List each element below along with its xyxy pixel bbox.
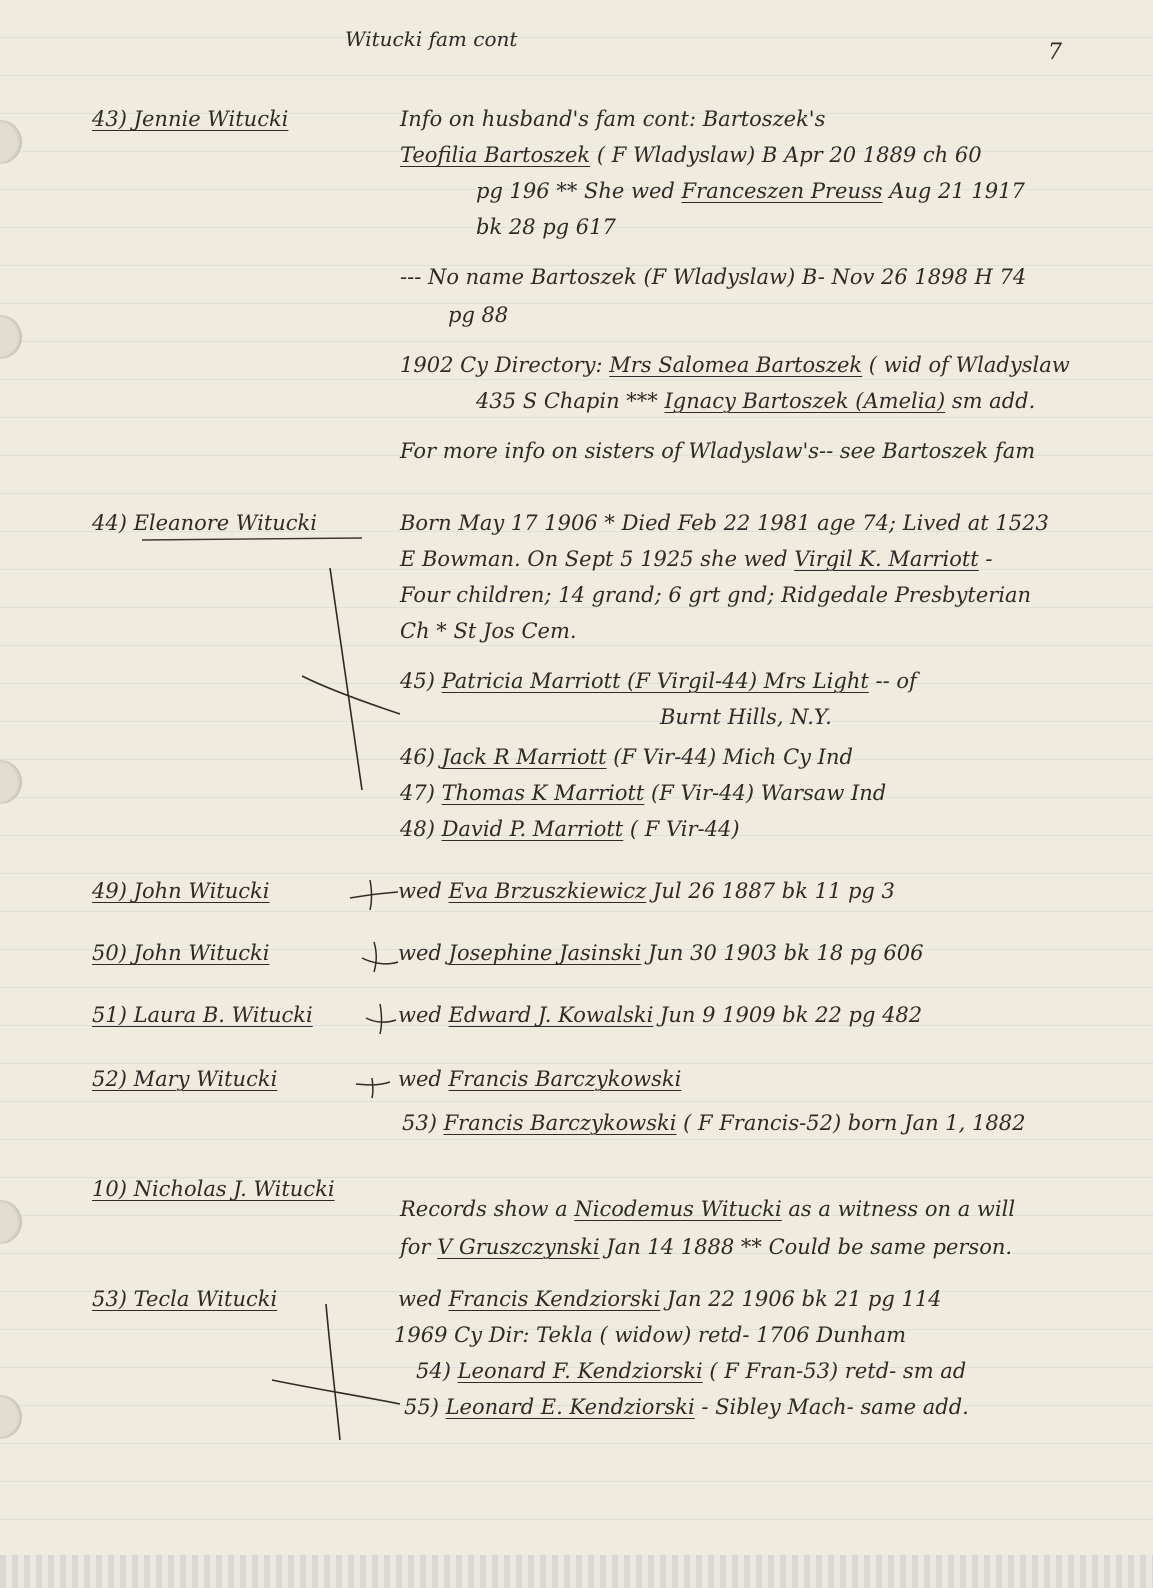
child-details: ( F Francis-52) born Jan 1, 1882 xyxy=(676,1111,1026,1135)
note-text: wed xyxy=(398,1067,449,1091)
note-line: Info on husband's fam cont: Bartoszek's xyxy=(400,107,826,131)
page-number: 7 xyxy=(1048,40,1062,65)
child-name: Leonard E. Kendziorski xyxy=(445,1395,695,1419)
note-text: wed xyxy=(398,941,449,965)
underlined-name: Franceszen Preuss xyxy=(681,179,883,203)
note-line xyxy=(400,1234,1012,1260)
child-number: 48) xyxy=(400,817,442,841)
note-text: pg 196 ** She wed xyxy=(476,179,682,203)
note-text: wed xyxy=(398,1003,449,1027)
child-details: (F Vir-44) Warsaw Ind xyxy=(644,781,887,805)
cross-mark xyxy=(326,1304,340,1440)
note-text: Jun 30 1903 bk 18 pg 606 xyxy=(641,941,924,965)
child-line xyxy=(416,1358,966,1384)
note-line: --- No name Bartoszek (F Wladyslaw) B- Nov 26 1898 H 74 xyxy=(400,265,1027,289)
underlined-name: V Gruszczynski xyxy=(437,1235,600,1259)
person-name: 52) Mary Witucki xyxy=(92,1067,278,1091)
marriage-line xyxy=(398,878,895,904)
child-number: 46) xyxy=(400,745,442,769)
person-name: 53) Tecla Witucki xyxy=(92,1287,278,1311)
note-line xyxy=(400,142,982,168)
note-text: for xyxy=(400,1235,438,1259)
child-number: 53) xyxy=(402,1111,444,1135)
note-text: E Bowman. On Sept 5 1925 she wed xyxy=(400,547,795,571)
note-text: Jul 26 1887 bk 11 pg 3 xyxy=(646,879,895,903)
child-details: (F Vir-44) Mich Cy Ind xyxy=(606,745,853,769)
underlined-name: Mrs Salomea Bartoszek xyxy=(609,353,863,377)
note-text: Jan 14 1888 ** Could be same person. xyxy=(599,1235,1013,1259)
note-text: Jan 22 1906 bk 21 pg 114 xyxy=(660,1287,942,1311)
note-text: ( F Wladyslaw) B Apr 20 1889 ch 60 xyxy=(590,143,982,167)
note-line xyxy=(400,1196,1015,1222)
child-line xyxy=(402,1110,1025,1136)
note-text: as a witness on a will xyxy=(781,1197,1016,1221)
spouse-name: Josephine Jasinski xyxy=(448,941,642,965)
person-name xyxy=(92,510,317,536)
underlined-name: Teofilia Bartoszek xyxy=(400,143,591,167)
note-text: 1902 Cy Directory: xyxy=(400,353,610,377)
spouse-name: Eva Brzuszkiewicz xyxy=(448,879,647,903)
child-number: 45) xyxy=(400,669,442,693)
name-underline xyxy=(142,538,362,540)
child-details: ( F Fran-53) retd- sm ad xyxy=(702,1359,967,1383)
note-line xyxy=(476,178,1025,204)
marriage-line xyxy=(398,940,924,966)
underlined-name: Nicodemus Witucki xyxy=(574,1197,782,1221)
note-line: pg 88 xyxy=(448,303,509,327)
note-line xyxy=(400,546,993,572)
child-number: 55) xyxy=(404,1395,446,1419)
child-name: Leonard F. Kendziorski xyxy=(457,1359,703,1383)
note-text: Aug 21 1917 xyxy=(882,179,1025,203)
small-cross-mark xyxy=(366,1004,396,1034)
underlined-name: Virgil K. Marriott xyxy=(794,547,979,571)
note-line: Born May 17 1906 * Died Feb 22 1981 age 74; Lived at 1523 xyxy=(400,511,1049,535)
binder-hole xyxy=(0,760,22,804)
cross-mark xyxy=(330,568,362,790)
note-text: sm add. xyxy=(945,389,1036,413)
small-cross-mark xyxy=(362,942,398,972)
note-text: Records show a xyxy=(400,1197,575,1221)
child-details: ( F Vir-44) xyxy=(623,817,740,841)
child-line xyxy=(400,816,740,842)
binder-hole xyxy=(0,315,22,359)
person-name: 50) John Witucki xyxy=(92,941,270,965)
note-line xyxy=(476,388,1035,414)
child-name: David P. Marriott xyxy=(441,817,624,841)
child-details: -- of xyxy=(868,669,917,693)
child-line xyxy=(400,744,853,770)
note-text: Jun 9 1909 bk 22 pg 482 xyxy=(653,1003,923,1027)
spouse-name: Edward J. Kowalski xyxy=(448,1003,654,1027)
marriage-line xyxy=(398,1286,942,1312)
binder-hole xyxy=(0,120,22,164)
person-name: 49) John Witucki xyxy=(92,879,270,903)
person-name: 51) Laura B. Witucki xyxy=(92,1003,313,1027)
marriage-line xyxy=(398,1066,681,1092)
child-name: Patricia Marriott (F Virgil-44) Mrs Light xyxy=(441,669,869,693)
child-line xyxy=(400,668,917,694)
small-cross-mark xyxy=(350,880,398,910)
marriage-line xyxy=(398,1002,922,1028)
person-name: 43) Jennie Witucki xyxy=(92,107,289,131)
child-line xyxy=(404,1394,969,1420)
child-line: Burnt Hills, N.Y. xyxy=(660,705,832,729)
child-name: Francis Barczykowski xyxy=(443,1111,677,1135)
note-text: ( wid of Wladyslaw xyxy=(862,353,1070,377)
note-text: 435 S Chapin *** xyxy=(476,389,665,413)
child-details: - Sibley Mach- same add. xyxy=(694,1395,969,1419)
note-line xyxy=(400,352,1070,378)
note-line: 1969 Cy Dir: Tekla ( widow) retd- 1706 Dunham xyxy=(394,1323,907,1347)
note-line: Ch * St Jos Cem. xyxy=(400,619,577,643)
child-line xyxy=(400,780,886,806)
cross-mark xyxy=(272,1380,400,1404)
cross-mark xyxy=(302,676,400,714)
spouse-name: Francis Kendziorski xyxy=(448,1287,661,1311)
spouse-name: Francis Barczykowski xyxy=(448,1067,682,1091)
entry-number: 44) Eleanore Witucki xyxy=(92,511,317,535)
underlined-name: Ignacy Bartoszek (Amelia) xyxy=(664,389,946,413)
note-text: wed xyxy=(398,1287,449,1311)
note-line: bk 28 pg 617 xyxy=(476,215,616,239)
child-number: 54) xyxy=(416,1359,458,1383)
note-line: For more info on sisters of Wladyslaw's-- see Bartoszek fam xyxy=(400,439,1036,463)
note-line: Four children; 14 grand; 6 grt gnd; Ridgedale Presbyterian xyxy=(400,583,1032,607)
child-name: Jack R Marriott xyxy=(441,745,607,769)
small-cross-mark xyxy=(356,1078,390,1098)
child-number: 47) xyxy=(400,781,442,805)
note-text: - xyxy=(978,547,993,571)
binder-hole xyxy=(0,1200,22,1244)
binder-hole xyxy=(0,1395,22,1439)
page-heading: Witucki fam cont xyxy=(345,27,518,51)
scan-edge xyxy=(0,1555,1153,1588)
child-name: Thomas K Marriott xyxy=(441,781,645,805)
note-text: wed xyxy=(398,879,449,903)
person-name: 10) Nicholas J. Witucki xyxy=(92,1177,335,1201)
